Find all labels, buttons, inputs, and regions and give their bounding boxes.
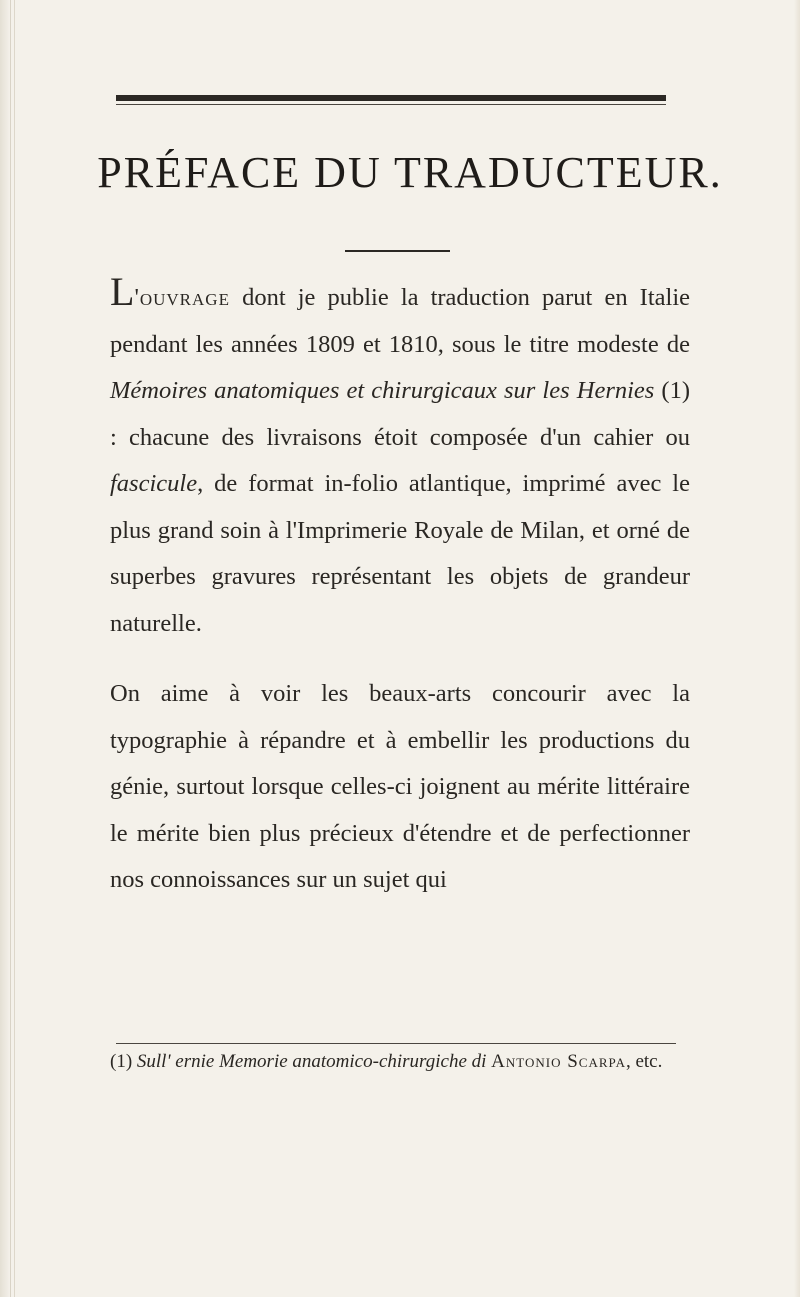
paragraph-1-text-a: dont je publie la traduction parut en Italie pendant les années 1809 et 1810, sous le titre modeste de [110, 284, 690, 358]
fascicule-term: fascicule [110, 470, 198, 497]
opening-capital: L [110, 269, 135, 314]
opening-smallcaps: 'ouvrage [134, 284, 230, 311]
footnote-title: Sull' ernie Memorie anatomico-chirurgiche di [136, 1051, 487, 1072]
header-thin-rule [116, 104, 666, 105]
paragraph-1 [110, 269, 690, 647]
footnote-tail: , etc. [625, 1051, 663, 1072]
heading-divider [345, 250, 450, 252]
paragraph-2: On aime à voir les beaux-arts concourir avec la typographie à répandre et à embellir les productions du génie, surtout lorsque celles-ci joignent au mérite littéraire le mérite bien plus précieux d'étendre et de perfectionner nos connoissances sur un sujet qui [110, 680, 690, 893]
body-text [110, 269, 690, 904]
footnote-marker: (1) [110, 1051, 133, 1072]
page-heading: PRÉFACE DU TRADUCTEUR. [97, 148, 723, 198]
footnote [110, 1046, 690, 1077]
footnote-rule [116, 1043, 676, 1044]
header-ornamental-rule [116, 95, 666, 101]
paragraph-1-text-c: , de format in-folio atlantique, imprimé avec le plus grand soin à l'Imprimerie Royale de Milan, et orné de superbes gravures représentant les objets de grandeur naturelle. [110, 470, 690, 637]
paragraph-1-text-b: (1) : chacune des livraisons étoit composée d'un cahier ou [110, 377, 690, 451]
book-title: Mémoires anatomiques et chirurgicaux sur les Hernies [110, 377, 655, 404]
footnote-author: Antonio Scarpa [491, 1051, 626, 1072]
